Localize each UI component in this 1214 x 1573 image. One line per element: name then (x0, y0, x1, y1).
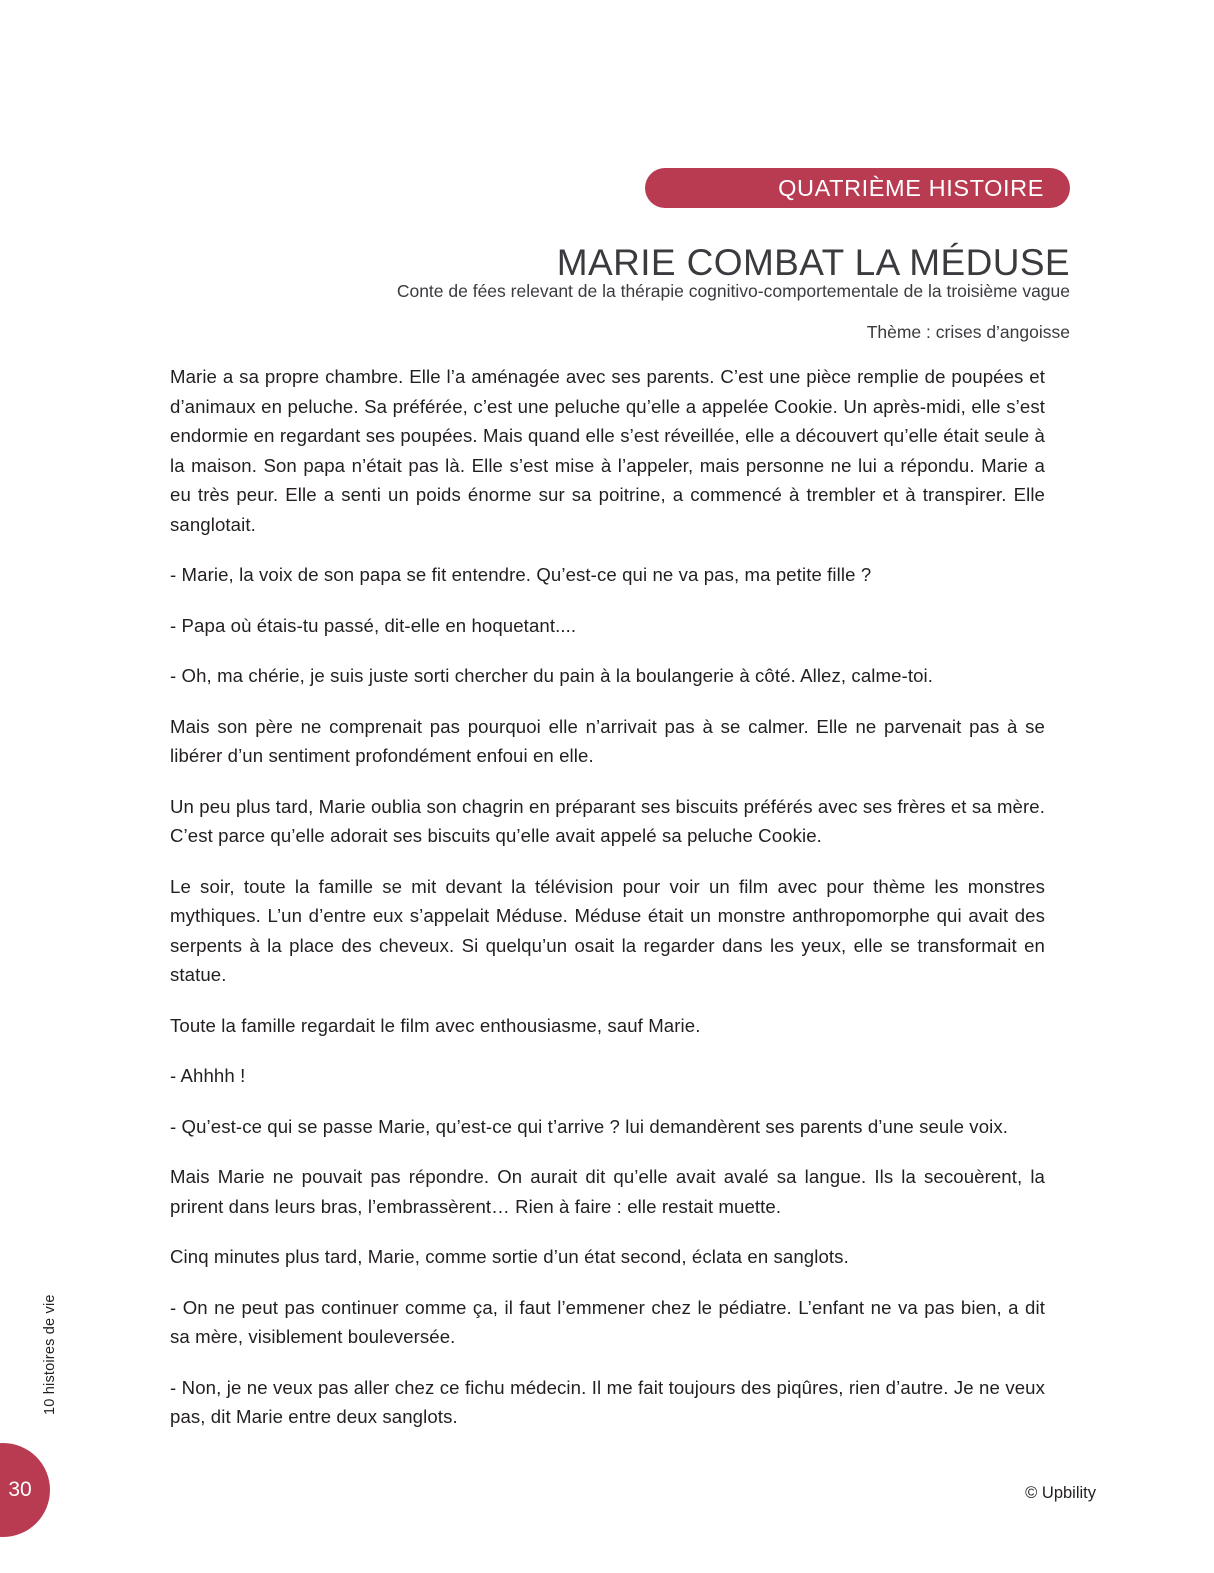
paragraph: - On ne peut pas continuer comme ça, il faut l’emmener chez le pédiatre. L’enfant ne va pas bien, a dit sa mère, visiblement bouleversée. (170, 1296, 1045, 1347)
paragraph: - Papa où étais-tu passé, dit-elle en hoquetant.... (170, 614, 577, 636)
paragraph: - Marie, la voix de son papa se fit entendre. Qu’est-ce qui ne va pas, ma petite fille ? (170, 564, 872, 585)
page-title: MARIE COMBAT LA MÉDUSE (556, 241, 1070, 283)
page-theme: Thème : crises d’angoisse (866, 322, 1070, 342)
story-banner (645, 168, 1070, 208)
paragraph: Mais son père ne comprenait pas pourquoi elle n’arrivait pas à se calmer. Elle ne parvenait pas à se libérer d’un sentiment profondément enfoui en elle. (170, 715, 1045, 766)
footer-credit: © Upbility (1025, 1484, 1096, 1502)
page-number-badge (0, 1443, 50, 1537)
paragraph: Le soir, toute la famille se mit devant la télévision pour voir un film avec pour thème les monstres mythiques. L’un d’entre eux s’appelait Méduse. Méduse était un monstre anthropomorphe qui avait des serpents à la place des cheveux. Si quelqu’un osait la regarder dans les yeux, elle se transformait en statue. (170, 875, 1045, 985)
paragraph: - Ahhhh ! (170, 1065, 246, 1086)
story-body (170, 362, 1045, 1432)
paragraph: - Oh, ma chérie, je suis juste sorti chercher du pain à la boulangerie à côté. Allez, calme-toi. (170, 665, 934, 686)
story-banner-pill (645, 168, 1070, 208)
running-title: 10 histoires de vie (42, 1294, 58, 1415)
paragraph: - Qu’est-ce qui se passe Marie, qu’est-ce qui t’arrive ? lui demandèrent ses parents d’une seule voix. (170, 1115, 1009, 1137)
paragraph: - Non, je ne veux pas aller chez ce fichu médecin. Il me fait toujours des piqûres, rien d’autre. Je ne veux pas, dit Marie entre deux sanglots. (170, 1376, 1045, 1427)
paragraph: Marie a sa propre chambre. Elle l’a aménagée avec ses parents. C’est une pièce remplie de poupées et d’animaux en peluche. Sa préférée, c’est une peluche qu’elle a appelée Cookie. Un après-midi, elle s’est endormie en regardant ses poupées. Mais quand elle s’est réveillée, elle a découvert qu’elle était seule à la maison. Son papa n’était pas là. Elle s’est mise à l’appeler, mais personne ne lui a répondu. Marie a eu très peur. Elle a senti un poids énorme sur sa poitrine, a commencé à trembler et à transpirer. Elle sanglotait. (170, 366, 1045, 535)
page-subtitle: Conte de fées relevant de la thérapie cognitivo-comportementale de la troisième vague (396, 281, 1070, 301)
story-banner-label: QUATRIÈME HISTOIRE (778, 174, 1044, 201)
paragraph: Mais Marie ne pouvait pas répondre. On aurait dit qu’elle avait avalé sa langue. Ils la secouèrent, la prirent dans leurs bras, l’embrassèrent… Rien à faire : elle restait muette. (170, 1166, 1045, 1217)
paragraph: Un peu plus tard, Marie oublia son chagrin en préparant ses biscuits préférés avec ses frères et sa mère. C’est parce qu’elle adorait ses biscuits qu’elle avait appelé sa peluche Cookie. (170, 795, 1045, 846)
paragraph: Cinq minutes plus tard, Marie, comme sortie d’un état second, éclata en sanglots. (170, 1246, 849, 1267)
paragraph: Toute la famille regardait le film avec enthousiasme, sauf Marie. (170, 1014, 701, 1036)
page-number: 30 (8, 1478, 32, 1501)
